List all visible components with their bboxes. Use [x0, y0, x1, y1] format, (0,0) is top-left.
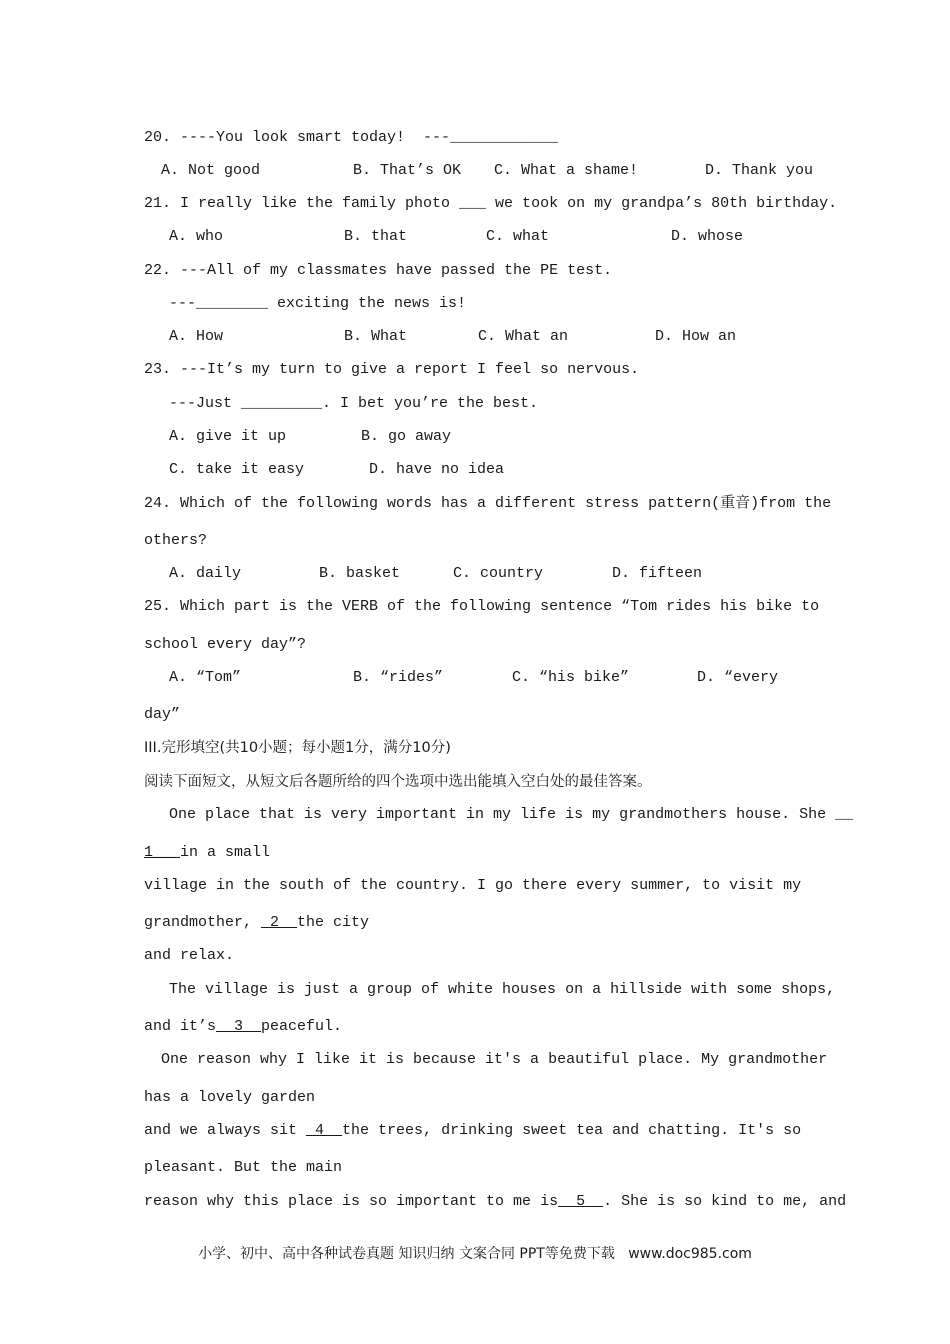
question-23-reply: ---Just _________. I bet you’re the best.	[169, 395, 539, 412]
question-23-option-d[interactable]: D. have no idea	[369, 461, 505, 478]
page-footer: 小学、初中、高中各种试卷真题 知识归纳 文案合同 PPT等免费下载 www.doc985.com	[198, 1246, 752, 1262]
passage-line-4	[144, 913, 369, 933]
blank-3[interactable]: 3	[216, 1018, 262, 1035]
question-20-option-c[interactable]: C. What a shame!	[494, 162, 639, 179]
passage-line-7	[144, 1017, 342, 1037]
question-25-option-d[interactable]: D. “every	[697, 669, 779, 686]
question-21-option-a[interactable]: A. who	[169, 228, 224, 245]
passage-line-10	[144, 1121, 801, 1141]
passage-line-1: One place that is very important in my life is my grandmothers house. She __	[169, 806, 854, 823]
question-22-reply: ---________ exciting the news is!	[169, 295, 467, 312]
question-20-stem: 20. ----You look smart today! ---____________	[144, 129, 559, 146]
question-24-option-a[interactable]: A. daily	[169, 565, 242, 582]
question-25-option-b[interactable]: B. “rides”	[353, 669, 444, 686]
question-20-option-a[interactable]: A. Not good	[161, 162, 261, 179]
passage-line-11: pleasant. But the main	[144, 1159, 343, 1176]
question-20-option-d[interactable]: D. Thank you	[705, 162, 814, 179]
question-25-option-c[interactable]: C. “his bike”	[512, 669, 630, 686]
passage-line-3: village in the south of the country. I go there every summer, to visit my	[144, 877, 802, 894]
question-23-option-c[interactable]: C. take it easy	[169, 461, 305, 478]
question-21-option-c[interactable]: C. what	[486, 228, 550, 245]
passage-text: the city	[297, 914, 370, 931]
blank-4[interactable]: 4	[306, 1122, 343, 1139]
passage-line-6: The village is just a group of white houses on a hillside with some shops,	[169, 981, 836, 998]
passage-line-2	[144, 843, 270, 863]
blank-5[interactable]: 5	[558, 1193, 604, 1210]
question-22-option-c[interactable]: C. What an	[478, 328, 569, 345]
passage-line-8: One reason why I like it is because it's a beautiful place. My grandmother	[161, 1051, 828, 1068]
question-21-stem: 21. I really like the family photo ___ we took on my grandpa’s 80th birthday.	[144, 195, 838, 212]
question-21-option-b[interactable]: B. that	[344, 228, 408, 245]
passage-text: in a small	[180, 844, 271, 861]
question-21-option-d[interactable]: D. whose	[671, 228, 744, 245]
question-22-option-b[interactable]: B. What	[344, 328, 408, 345]
passage-text: . She is so kind to me, and	[603, 1193, 847, 1210]
question-25-stem: 25. Which part is the VERB of the following sentence “Tom rides his bike to	[144, 598, 820, 615]
passage-text: and we always sit	[144, 1122, 307, 1139]
question-24-stem: 24. Which of the following words has a different stress pattern(重音)from the	[144, 495, 832, 512]
question-25-option-a[interactable]: A. “Tom”	[169, 669, 242, 686]
passage-line-5: and relax.	[144, 947, 235, 964]
question-25-stem-continued: school every day”?	[144, 636, 307, 653]
question-23-option-b[interactable]: B. go away	[361, 428, 452, 445]
question-22-option-a[interactable]: A. How	[169, 328, 224, 345]
passage-text: reason why this place is so important to me is	[144, 1193, 559, 1210]
blank-2[interactable]: 2	[261, 914, 298, 931]
question-24-option-b[interactable]: B. basket	[319, 565, 401, 582]
passage-text: and it’s	[144, 1018, 217, 1035]
section-heading: III.完形填空(共10小题；每小题1分，满分10分)	[144, 740, 451, 756]
passage-text: the trees, drinking sweet tea and chatting. It's so	[342, 1122, 802, 1139]
passage-text: peaceful.	[261, 1018, 343, 1035]
blank-1[interactable]: 1___	[144, 844, 181, 861]
question-23-option-a[interactable]: A. give it up	[169, 428, 287, 445]
passage-line-9: has a lovely garden	[144, 1089, 316, 1106]
question-24-option-d[interactable]: D. fifteen	[612, 565, 703, 582]
question-24-stem-continued: others?	[144, 532, 208, 549]
question-22-stem: 22. ---All of my classmates have passed the PE test.	[144, 262, 613, 279]
passage-line-12	[144, 1192, 846, 1212]
section-instruction: 阅读下面短文，从短文后各题所给的四个选项中选出能填入空白处的最佳答案。	[144, 774, 652, 790]
question-25-option-d-continued: day”	[144, 706, 181, 723]
question-22-option-d[interactable]: D. How an	[655, 328, 737, 345]
passage-text: grandmother,	[144, 914, 262, 931]
question-23-stem: 23. ---It’s my turn to give a report I feel so nervous.	[144, 361, 640, 378]
question-20-option-b[interactable]: B. That’s OK	[353, 162, 462, 179]
question-24-option-c[interactable]: C. country	[453, 565, 544, 582]
